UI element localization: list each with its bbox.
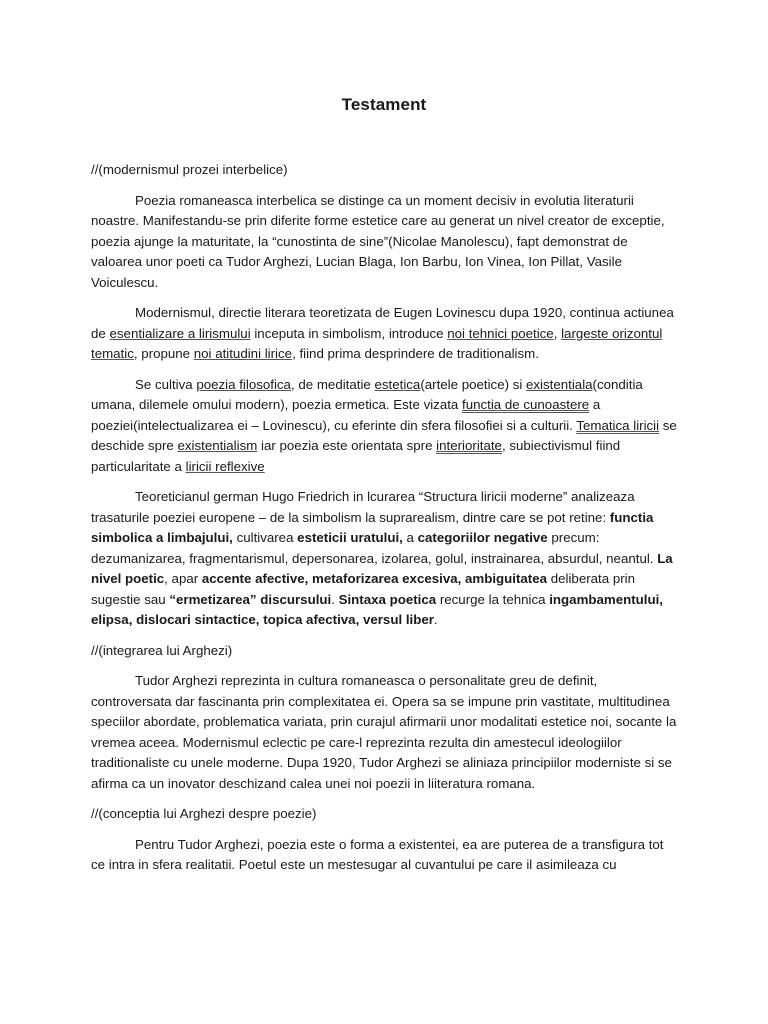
bold-phrase: “ermetizarea” discursului xyxy=(169,591,332,607)
text-run: iar poezia este orientata spre xyxy=(257,438,437,453)
bold-phrase: accente afective, metaforizarea excesiva, ambiguitatea xyxy=(201,571,548,586)
text-run: a poeziei(intelectualizarea ei – Lovinescu), cu eferinte din sfera filosofiei si a culturii. xyxy=(91,397,601,433)
text-run: deliberata prin sugestie sau xyxy=(91,571,635,607)
section-heading-modernism: //(modernismul prozei interbelice) xyxy=(91,162,288,177)
underlined-phrase: noi atitudini lirice xyxy=(193,346,293,361)
paragraph-philosophical-poetry xyxy=(91,375,677,478)
text-run: recurge la tehnica xyxy=(436,591,550,607)
paragraph-arghezi-poetry: Pentru Tudor Arghezi, poezia este o forma a existentei, ea are puterea de a transfigura tot ce intra in sfera realitatii. Poetul este un mestesugar al cuvantului pe care il asimileaza cu xyxy=(91,836,664,872)
text-run: , de meditatie xyxy=(290,376,375,392)
paragraph-interwar-poetry: Poezia romaneasca interbelica se distinge ca un moment decisiv in evolutia literaturii noastre. Manifestandu-se prin diferite forme estetice care au generat un nivel creator de exceptie, poezia ajunge la maturitate, la “cunostinta de sine”(Nicolae Manolescu), fapt demonstrat de valoarea unor poeti ca Tudor Arghezi, Lucian Blaga, Ion Barbu, Ion Vinea, Ion Pillat, Vasile Voiculescu. xyxy=(91,192,665,290)
underlined-phrase: noi tehnici poetice xyxy=(447,325,554,341)
double-underlined-phrase: Tematica liricii xyxy=(576,417,660,433)
bold-phrase: functia simbolica a limbajului, xyxy=(91,509,654,545)
section-heading-arghezi-integration: //(integrarea lui Arghezi) xyxy=(91,642,233,658)
text-run: , apar xyxy=(164,571,202,586)
text-run: . xyxy=(331,591,339,607)
text-run: se deschide spre xyxy=(91,417,677,453)
document-title: Testament xyxy=(341,95,427,114)
bold-phrase: categoriilor negative xyxy=(417,530,548,545)
underlined-phrase: existentiala xyxy=(526,376,593,392)
paragraph-modernism xyxy=(91,303,677,365)
text-run: inceputa in simbolism, introduce xyxy=(250,325,448,341)
paragraph-arghezi: Tudor Arghezi reprezinta in cultura romaneasca o personalitate greu de definit, controversata dar fascinanta prin complexitatea ei. Opera sa se impune prin vastitate, multitudinea speciilor abordate, problematica variata, prin curajul afirmarii unor modalitati estetice noi, socante la vremea aceea. Modernismul eclectic pe care-l reprezinta rezulta din amestecul ideologiilor traditionaliste cu unele moderne. Dupa 1920, Tudor Arghezi se aliniaza principiilor moderniste si se afirma ca un inovator deschizand calea unei noi poezii in liiteratura romana. xyxy=(91,673,677,791)
bold-phrase: La nivel poetic xyxy=(91,550,673,586)
underlined-phrase: largeste orizontul tematic xyxy=(91,325,663,361)
underlined-phrase: existentialism xyxy=(177,438,258,453)
text-run: Teoreticianul german Hugo Friedrich in lcurarea “Structura liricii moderne” analizeaza trasaturile poeziei europene – de la simbolism la suprarealism, dintre care se pot retine: xyxy=(91,489,635,525)
text-run: cultivarea xyxy=(232,530,298,545)
text-run: a xyxy=(402,530,418,545)
bold-phrase: Sintaxa poetica xyxy=(338,591,437,607)
underlined-phrase: liricii reflexive xyxy=(185,458,265,474)
text-run: . xyxy=(433,612,438,627)
paragraph-friedrich-theory xyxy=(91,487,677,631)
text-run: precum: dezumanizarea, fragmentarismul, depersonarea, izolarea, golul, instrainarea, absurdul, neantul. xyxy=(91,530,658,566)
double-underlined-phrase: functia de cunoastere xyxy=(462,397,590,412)
text-run: , subiectivismul fiind particularitate a xyxy=(91,438,621,474)
text-run: (artele poetice) si xyxy=(420,376,527,392)
bold-phrase: ingambamentului, elipsa, dislocari sintactice, topica afectiva, versul liber xyxy=(91,591,664,627)
text-run: (conditia umana, dilemele omului modern), poezia ermetica. Este vizata xyxy=(91,376,643,412)
text-run: Se cultiva xyxy=(135,376,197,392)
text-run: Modernismul, directie literara teoretizata de Eugen Lovinescu dupa 1920, continua actiunea de xyxy=(91,305,674,341)
underlined-phrase: poezia filosofica xyxy=(196,376,291,392)
text-run: , fiind prima desprindere de traditionalism. xyxy=(292,346,539,361)
text-run: , propune xyxy=(133,346,194,361)
document-body xyxy=(91,160,677,886)
underlined-phrase: esentializare a lirismului xyxy=(109,325,251,341)
text-run: , xyxy=(553,325,562,341)
underlined-phrase: estetica xyxy=(374,376,421,392)
bold-phrase: esteticii uratului, xyxy=(297,530,403,545)
section-heading-arghezi-conception: //(conceptia lui Arghezi despre poezie) xyxy=(91,806,317,821)
double-underlined-phrase: interioritate xyxy=(436,438,502,453)
